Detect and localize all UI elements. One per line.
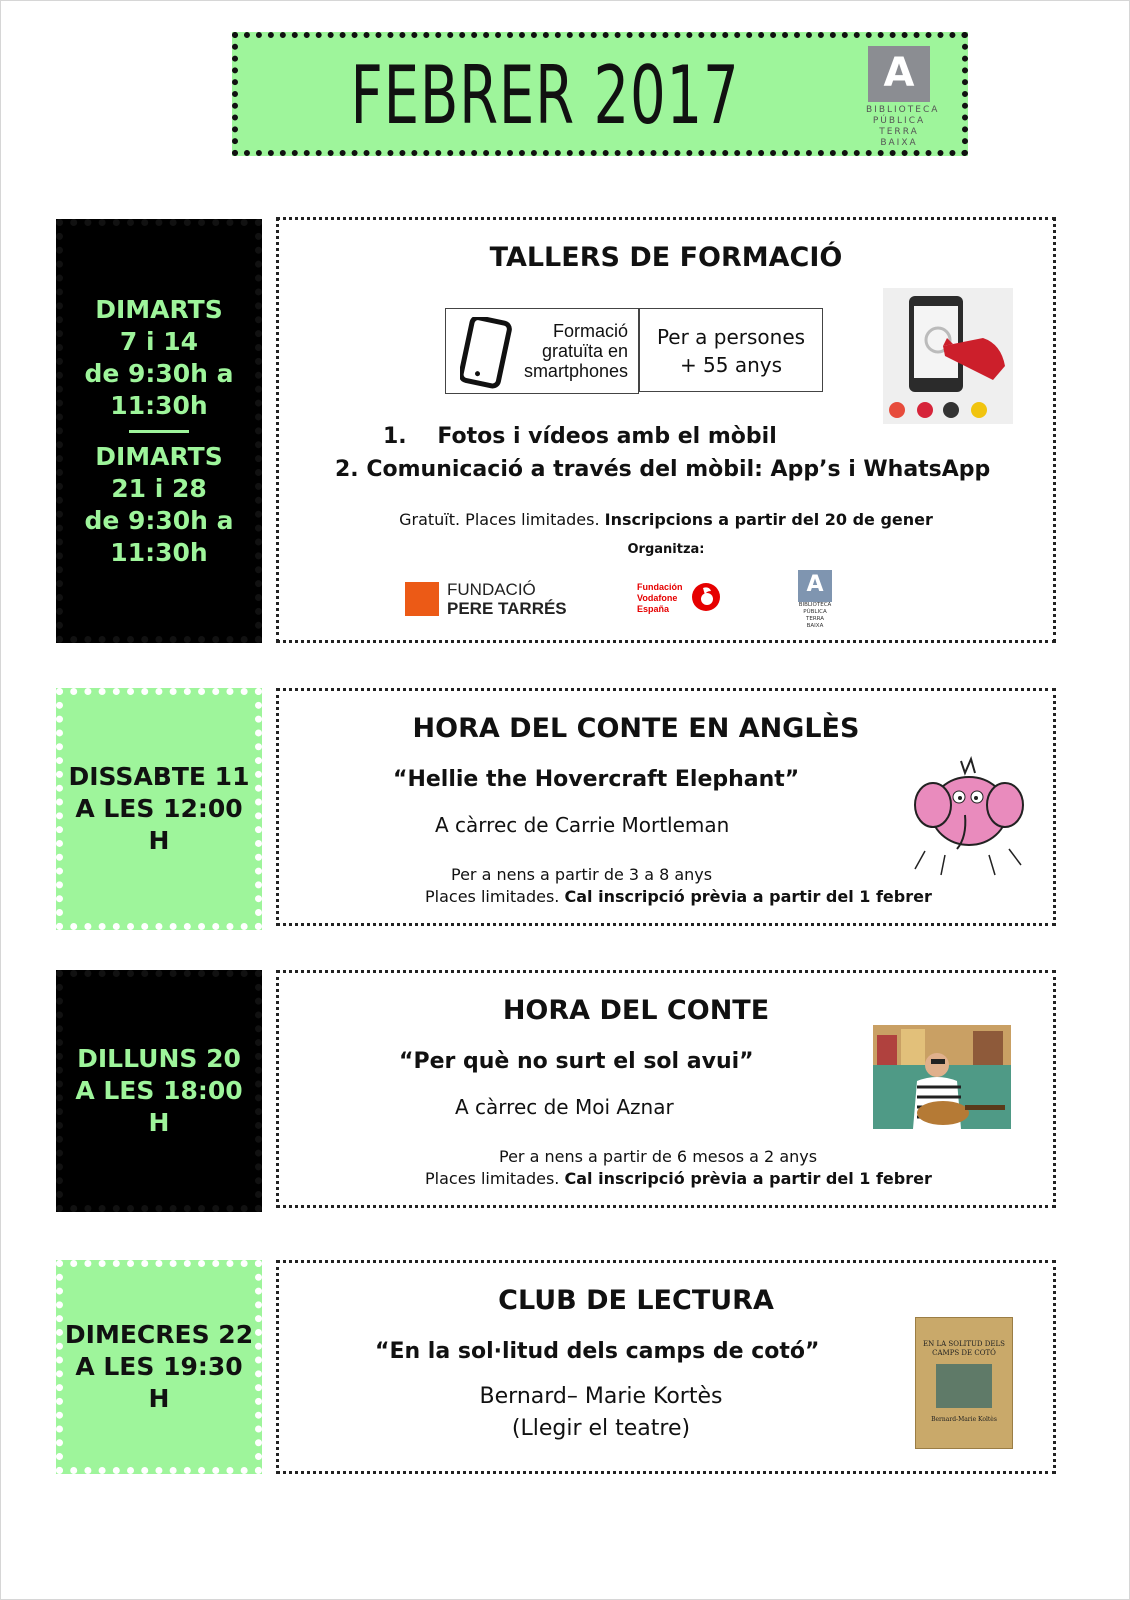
event-subtitle: “Per què no surt el sol avui” — [399, 1049, 754, 1074]
date-line: 11:30h — [110, 537, 208, 567]
list-item: 1. Fotos i vídeos amb el mòbil — [383, 424, 777, 449]
header-banner — [232, 32, 968, 156]
library-logo-tile: A — [798, 570, 832, 602]
vodafone-logo: Fundación Vodafone España — [637, 582, 683, 614]
event-box-tallers — [276, 217, 1056, 643]
date-line: A LES 19:30 H — [75, 1352, 243, 1413]
date-block-club-lectura — [56, 1260, 262, 1474]
book-cover: EN LA SOLITUD DELS CAMPS DE COTÓ Bernard-Marie Koltès — [915, 1317, 1013, 1449]
book-cover-photo — [936, 1364, 992, 1408]
list-item: 2. Comunicació a través del mòbil: App’s i WhatsApp — [335, 457, 991, 482]
date-line: DISSABTE 11 — [68, 762, 250, 791]
date-line: A LES 18:00 H — [75, 1076, 243, 1137]
library-logo-tile: A — [868, 46, 930, 102]
event-note: Places limitades. Cal inscripció prèvia a partir del 1 febrer — [425, 887, 932, 906]
badge-smartphone-training — [445, 308, 639, 394]
event-box-hora-conte — [276, 970, 1056, 1208]
event-presenter: A càrrec de Carrie Mortleman — [435, 813, 730, 837]
date-block-hora-conte — [56, 970, 262, 1212]
event-audience: Per a nens a partir de 3 a 8 anys — [451, 865, 713, 884]
phone-touch-image — [883, 288, 1013, 424]
elephant-illustration — [905, 751, 1029, 879]
event-title: CLUB DE LECTURA — [498, 1285, 774, 1316]
date-line: A LES 12:00 H — [75, 794, 243, 855]
event-box-club-lectura — [276, 1260, 1056, 1474]
storyteller-photo — [873, 1025, 1011, 1129]
event-subtitle: “En la sol·litud dels camps de cotó” — [375, 1339, 820, 1364]
date-line: DIMARTS — [95, 441, 223, 471]
badge-line: Per a persones — [656, 325, 806, 349]
event-title: TALLERS DE FORMACIÓ — [489, 242, 843, 273]
badge-audience — [639, 308, 823, 392]
event-note: Places limitades. Cal inscripció prèvia a partir del 1 febrer — [425, 1169, 932, 1188]
library-logo-small: A BIBLIOTECA PÚBLICA TERRA BAIXA — [798, 572, 832, 629]
pere-tarres-logo-square — [405, 582, 439, 616]
pere-tarres-logo: FUNDACIÓ PERE TARRÉS — [447, 580, 567, 618]
event-title: HORA DEL CONTE EN ANGLÈS — [412, 713, 860, 744]
badge-line: smartphones — [523, 361, 628, 381]
organizer-label: Organitza: — [627, 542, 705, 557]
vodafone-icon — [691, 582, 721, 612]
date-line: 7 i 14 — [119, 326, 199, 356]
date-separator — [129, 430, 189, 433]
event-author: Bernard– Marie Kortès (Llegir el teatre) — [479, 1384, 723, 1441]
event-presenter: A càrrec de Moi Aznar — [455, 1095, 674, 1119]
library-logo-text: BIBLIOTECA PÚBLICA TERRA BAIXA — [866, 105, 940, 148]
date-block-hora-conte-angles — [56, 688, 262, 930]
date-line: DIMECRES 22 — [64, 1320, 254, 1349]
date-line: 21 i 28 — [111, 473, 207, 503]
date-line: de 9:30h a — [84, 358, 234, 388]
date-line: 11:30h — [110, 390, 208, 420]
library-logo — [866, 46, 940, 148]
badge-line: + 55 anys — [679, 353, 783, 377]
event-subtitle: “Hellie the Hovercraft Elephant” — [393, 767, 800, 792]
event-box-hora-conte-angles — [276, 688, 1056, 926]
date-line: de 9:30h a — [84, 505, 234, 535]
date-line: DIMARTS — [95, 294, 223, 324]
event-title: HORA DEL CONTE — [502, 995, 770, 1026]
badge-line: gratuïta en — [541, 341, 628, 361]
smartphone-icon — [460, 317, 512, 389]
date-block-tallers — [56, 219, 262, 643]
badge-line: Formació — [552, 321, 628, 341]
date-line: DILLUNS 20 — [77, 1044, 241, 1073]
event-audience: Per a nens a partir de 6 mesos a 2 anys — [499, 1147, 818, 1166]
page-title: FEBRER 2017 — [350, 49, 740, 142]
event-note: Gratuït. Places limitades. Inscripcions a partir del 20 de gener — [399, 510, 933, 529]
